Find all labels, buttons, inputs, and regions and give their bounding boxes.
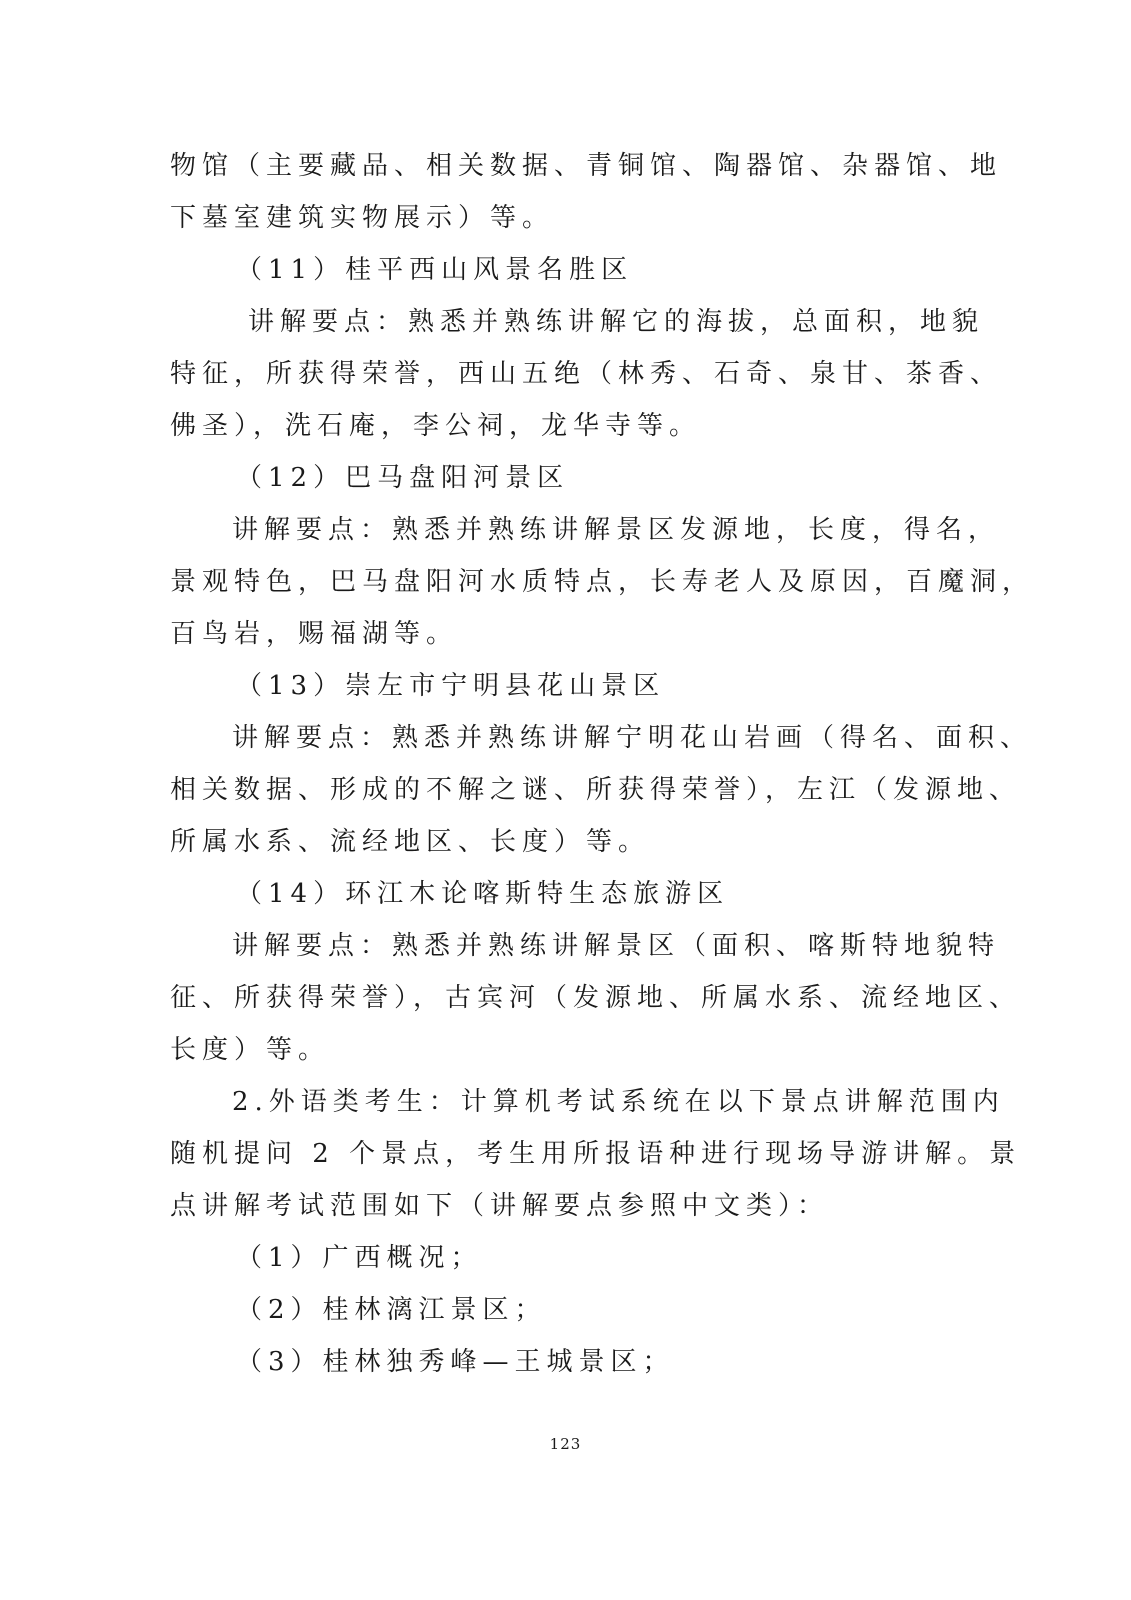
section-heading: （11）桂平西山风景名胜区: [236, 255, 634, 285]
text-line: 百鸟岩，赐福湖等。: [170, 619, 459, 649]
text-line: 2.外语类考生：计算机考试系统在以下景点讲解范围内: [232, 1087, 1005, 1117]
page-number: 123: [549, 1435, 582, 1453]
text-line: 下墓室建筑实物展示）等。: [170, 203, 555, 233]
section-heading: （13）崇左市宁明县花山景区: [236, 671, 666, 701]
text-line: 随机提问 2 个景点，考生用所报语种进行现场导游讲解。景: [170, 1139, 1022, 1169]
list-item: （3）桂林独秀峰—王城景区；: [236, 1347, 675, 1377]
section-heading: （12）巴马盘阳河景区: [236, 463, 570, 493]
section-heading: （14）环江木论喀斯特生态旅游区: [236, 879, 730, 909]
text-line: 相关数据、形成的不解之谜、所获得荣誉），左江（发源地、: [170, 775, 1022, 805]
text-line: 讲解要点：熟悉并熟练讲解宁明花山岩画（得名、面积、: [232, 723, 1033, 753]
text-line: 佛圣），洗石庵，李公祠，龙华寺等。: [170, 411, 702, 441]
text-line: 物馆（主要藏品、相关数据、青铜馆、陶器馆、杂器馆、地: [170, 151, 1003, 181]
text-line: 点讲解考试范围如下（讲解要点参照中文类）：: [170, 1191, 830, 1221]
text-line: 讲解要点：熟悉并熟练讲解景区（面积、喀斯特地貌特: [232, 931, 1001, 961]
text-line: 特征，所获得荣誉，西山五绝（林秀、石奇、泉甘、茶香、: [170, 359, 1003, 389]
list-item: （2）桂林漓江景区；: [236, 1295, 547, 1325]
text-line: 长度）等。: [170, 1035, 331, 1065]
text-line: 征、所获得荣誉），古宾河（发源地、所属水系、流经地区、: [170, 983, 1022, 1013]
list-item: （1）广西概况；: [236, 1243, 483, 1273]
text-line: 讲解要点：熟悉并熟练讲解它的海拔，总面积，地貌: [248, 307, 985, 337]
document-body: [170, 140, 1035, 1388]
text-line: 所属水系、流经地区、长度）等。: [170, 827, 651, 857]
text-line: 讲解要点：熟悉并熟练讲解景区发源地，长度，得名，: [232, 515, 1001, 545]
text-line: 景观特色，巴马盘阳河水质特点，长寿老人及原因，百魔洞，: [170, 567, 1035, 597]
